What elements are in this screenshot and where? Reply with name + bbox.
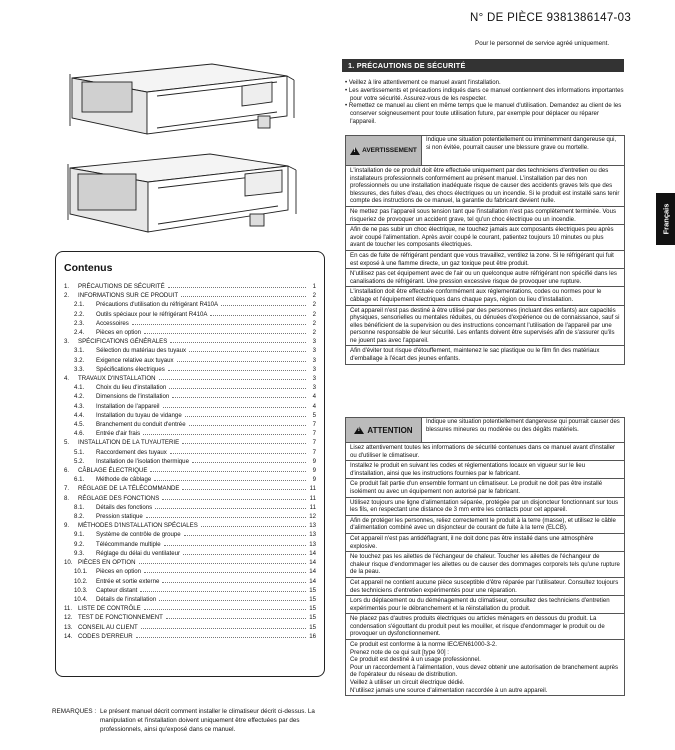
warning-list bbox=[345, 166, 625, 365]
caution-item: Lisez attentivement toutes les informations de sécurité contenues dans ce manuel avant d'installer ou d'utiliser le climatiseur. bbox=[346, 443, 624, 461]
toc-leader bbox=[155, 508, 306, 509]
warning-item: Cet appareil n'est pas destiné à être utilisé par des personnes (incluant des enfants) aux capacités physiques, sensorielles ou mentales réduites, ou dénuées d'expérience ou de connaissance, sauf si elles bénéficient de la supervision ou des instructions concernant l'utilisation de l'appareil par une personne responsable de leur sécurité. Les enfants doivent être supervisés afin de s'assurer qu'ils ne jouent pas avec l'appareil. bbox=[346, 306, 624, 347]
toc-entry[interactable] bbox=[64, 521, 316, 530]
toc-leader bbox=[162, 582, 306, 583]
toc-leader bbox=[144, 609, 306, 610]
toc-entry[interactable] bbox=[64, 503, 316, 512]
toc-leader bbox=[210, 315, 306, 316]
toc-entry-page: 2 bbox=[312, 319, 316, 327]
caution-list bbox=[345, 443, 625, 696]
toc-leader bbox=[201, 526, 306, 527]
warning-item: Ne mettez pas l'appareil sous tension tant que l'installation n'est pas complètement terminée. Vous risqueriez de provoquer un accident grave, tel qu'un choc électrique ou un incendie. bbox=[346, 207, 624, 225]
toc-entry[interactable] bbox=[64, 530, 316, 539]
toc-leader bbox=[170, 342, 306, 343]
toc-entry[interactable] bbox=[64, 300, 316, 309]
toc-entry-number: 10.3. bbox=[74, 586, 88, 594]
toc-leader bbox=[192, 462, 306, 463]
toc-entry-page: 14 bbox=[309, 568, 316, 576]
toc-entry-page: 2 bbox=[312, 301, 316, 309]
toc-entry-number: 1. bbox=[64, 283, 70, 290]
toc-entry[interactable] bbox=[64, 420, 316, 429]
toc-entry-page: 14 bbox=[309, 577, 316, 585]
toc-entry[interactable] bbox=[64, 383, 316, 392]
caution-item: Ce produit fait partie d'un ensemble formant un climatiseur. Le produit ne doit pas être installé isolément ou avec un équipement non autorisé par le fabricant. bbox=[346, 479, 624, 497]
toc-entry-number: 4.5. bbox=[74, 421, 85, 429]
toc-entry-page: 7 bbox=[312, 448, 316, 456]
toc-entry-label: Système de contrôle de groupe bbox=[96, 531, 181, 539]
toc-entry-page: 15 bbox=[309, 586, 316, 594]
toc-leader bbox=[150, 471, 306, 472]
warning-item: L'installation de ce produit doit être effectuée uniquement par des techniciens d'entretien ou des installateurs professionnels conformément au présent manuel. L'installation par des non professionnels ou une installation inadéquate risque de causer des accidents graves tels que des blessures, des fuites d'eau, des chocs électriques ou un incendie. Si le produit est installé sans tenir compte des instructions de ce manuel, la garantie du fabricant devient nulle. bbox=[346, 166, 624, 207]
contents-title: Contenus bbox=[64, 262, 113, 274]
toc-leader bbox=[189, 351, 306, 352]
toc-entry-label: TEST DE FONCTIONNEMENT bbox=[78, 614, 163, 622]
toc-entry[interactable] bbox=[64, 402, 316, 411]
toc-entry-number: 3.3. bbox=[74, 365, 85, 373]
toc-entry-number: 2. bbox=[64, 292, 70, 300]
toc-entry[interactable] bbox=[64, 549, 316, 558]
caution-item: Ne touchez pas les ailettes de l'échangeur de chaleur. Toucher les ailettes de l'échangeur de chaleur risque d'endommager les ailettes ou de causer des dommages corporels tels qu'une rupture de la peau. bbox=[346, 552, 624, 578]
toc-entry-number: 8.1. bbox=[74, 503, 85, 511]
toc-entry-label: CONSEIL AU CLIENT bbox=[78, 623, 138, 631]
toc-leader bbox=[183, 554, 306, 555]
toc-entry-number: 4. bbox=[64, 375, 70, 383]
toc-entry[interactable] bbox=[64, 365, 316, 374]
toc-entry[interactable] bbox=[64, 438, 316, 447]
unit-illustration-top bbox=[62, 56, 302, 144]
toc-entry-page: 15 bbox=[309, 595, 316, 603]
toc-entry-page: 11 bbox=[309, 494, 316, 502]
warning-item: Afin de ne pas subir un choc électrique, ne touchez jamais aux composants électriques peu après avoir coupé l'alimentation. Après avoir coupé le courant, patientez toujours 10 minutes ou plus avant de toucher les composants électriques. bbox=[346, 225, 624, 251]
warning-description: Indique une situation potentiellement ou imminemment dangereuse qui, si non évitée, pourrait causer une blessure grave ou mortelle. bbox=[426, 137, 617, 151]
toc-entry-page: 7 bbox=[312, 439, 316, 447]
toc-entry-label: Installation du tuyau de vidange bbox=[96, 411, 182, 419]
toc-entry-label: Dimensions de l'installation bbox=[96, 393, 170, 401]
toc-entry-page: 14 bbox=[309, 559, 316, 567]
toc-entry[interactable] bbox=[64, 356, 316, 365]
toc-entry-page: 11 bbox=[309, 503, 316, 511]
toc-entry-page: 13 bbox=[309, 540, 316, 548]
toc-leader bbox=[164, 545, 306, 546]
toc-leader bbox=[132, 324, 306, 325]
caution-triangle-icon bbox=[354, 426, 364, 434]
caution-item: Lors du déplacement ou du déménagement du climatiseur, consultez des techniciens d'entretien expérimentés pour le débranchement et la réinstallation du produit. bbox=[346, 596, 624, 614]
unit-illustration-bottom bbox=[60, 148, 300, 238]
toc-entry-page: 15 bbox=[309, 614, 316, 622]
toc-leader bbox=[181, 296, 306, 297]
remarks-label: REMARQUES : bbox=[52, 708, 97, 715]
toc-entry-label: INFORMATIONS SUR CE PRODUIT bbox=[78, 292, 179, 300]
toc-entry-page: 7 bbox=[312, 430, 316, 438]
warning-badge bbox=[346, 136, 422, 165]
toc-entry-label: CODES D'ERREUR bbox=[78, 632, 133, 640]
toc-entry[interactable] bbox=[64, 411, 316, 420]
toc-entry-label: Pression statique bbox=[96, 513, 143, 521]
toc-entry-page: 5 bbox=[312, 411, 316, 419]
warning-item: N'utilisez pas cet équipement avec de l'air ou un quelconque autre réfrigérant non spécifié dans les canalisations de réfrigérant. Une pression excessive risque de provoquer une rupture. bbox=[346, 269, 624, 287]
warning-label: AVERTISSEMENT bbox=[362, 147, 417, 154]
toc-entry-number: 2.4. bbox=[74, 329, 85, 337]
toc-leader bbox=[136, 637, 306, 638]
toc-entry[interactable] bbox=[64, 512, 316, 521]
toc-entry[interactable] bbox=[64, 429, 316, 438]
caution-label: ATTENTION bbox=[367, 425, 413, 435]
toc-entry-number: 6.1. bbox=[74, 476, 85, 484]
toc-entry-label: Détails des fonctions bbox=[96, 503, 153, 511]
toc-entry-page: 3 bbox=[312, 384, 316, 392]
toc-entry[interactable] bbox=[64, 604, 316, 613]
toc-leader bbox=[221, 305, 306, 306]
toc-entry[interactable] bbox=[64, 475, 316, 484]
toc-leader bbox=[168, 287, 306, 288]
toc-entry-page: 11 bbox=[309, 485, 316, 493]
toc-entry-number: 3.2. bbox=[74, 356, 85, 364]
toc-entry[interactable] bbox=[64, 484, 316, 493]
toc-entry[interactable] bbox=[64, 558, 316, 567]
part-number: N° DE PIÈCE 9381386147-03 bbox=[470, 12, 632, 24]
warning-item: L'installation doit être effectuée conformément aux réglementations, codes ou normes pour le câblage et l'équipement électriques dans chaque pays, région ou lieu d'installation. bbox=[346, 287, 624, 305]
toc-entry-page: 3 bbox=[312, 356, 316, 364]
toc-entry-number: 5.2. bbox=[74, 457, 85, 465]
caution-badge bbox=[346, 418, 422, 442]
toc-entry-page: 12 bbox=[309, 513, 316, 521]
contents-list bbox=[64, 282, 316, 641]
toc-entry-page: 3 bbox=[312, 347, 316, 355]
toc-entry[interactable] bbox=[64, 282, 316, 291]
toc-entry-number: 13. bbox=[64, 623, 73, 631]
toc-entry[interactable] bbox=[64, 595, 316, 604]
toc-entry-number: 8. bbox=[64, 494, 70, 502]
toc-entry[interactable] bbox=[64, 632, 316, 641]
toc-entry-label: Pièces en option bbox=[96, 329, 142, 337]
toc-entry-page: 4 bbox=[312, 393, 316, 401]
caution-item: Cet appareil n'est pas antidéflagrant, il ne doit donc pas être installé dans une atmosphère explosive. bbox=[346, 534, 624, 552]
toc-entry-label: Méthode de câblage bbox=[96, 476, 152, 484]
toc-entry-label: Exigence relative aux tuyaux bbox=[96, 356, 174, 364]
intro-bullet: • Les avertissements et précautions indiqués dans ce manuel contiennent des informations importantes pour votre sécurité. Assurez-vous de les respecter. bbox=[345, 86, 624, 102]
caution-item: Ne placez pas d'autres produits électriques ou articles ménagers en dessous du produit. La condensation s'égouttant du produit peut les mouiller, et risque d'endommager le produit ou de provoquer un dysfonctionnement. bbox=[346, 614, 624, 640]
toc-entry-number: 2.3. bbox=[74, 319, 85, 327]
toc-leader bbox=[159, 379, 306, 380]
toc-entry-page: 15 bbox=[309, 623, 316, 631]
toc-entry-label: Entrée d'air frais bbox=[96, 430, 141, 438]
toc-entry-number: 4.4. bbox=[74, 411, 85, 419]
toc-entry-page: 1 bbox=[312, 283, 316, 290]
toc-entry-label: Accessoires bbox=[96, 319, 129, 327]
toc-leader bbox=[140, 591, 306, 592]
toc-entry-page: 9 bbox=[312, 457, 316, 465]
toc-entry[interactable] bbox=[64, 623, 316, 632]
toc-entry-label: Précautions d'utilisation du réfrigérant R410A bbox=[96, 301, 219, 309]
toc-entry-page: 9 bbox=[312, 467, 316, 475]
toc-leader bbox=[182, 489, 306, 490]
toc-entry-label: Installation de l'appareil bbox=[96, 402, 160, 410]
toc-entry-label: TRAVAUX D'INSTALLATION bbox=[78, 375, 156, 383]
toc-leader bbox=[162, 499, 306, 500]
toc-entry-number: 12. bbox=[64, 614, 73, 622]
toc-entry-number: 2.1. bbox=[74, 301, 85, 309]
toc-entry[interactable] bbox=[64, 613, 316, 622]
toc-entry-label: Télécommande multiple bbox=[96, 540, 161, 548]
toc-entry-label: Spécifications électriques bbox=[96, 365, 165, 373]
toc-entry-page: 3 bbox=[312, 365, 316, 373]
toc-entry-page: 7 bbox=[312, 421, 316, 429]
toc-entry[interactable] bbox=[64, 577, 316, 586]
toc-entry-label: Choix du lieu d'installation bbox=[96, 384, 167, 392]
toc-entry-number: 10.1. bbox=[74, 568, 88, 576]
toc-entry-page: 13 bbox=[309, 522, 316, 530]
toc-entry[interactable] bbox=[64, 319, 316, 328]
toc-entry[interactable] bbox=[64, 392, 316, 401]
toc-entry-number: 5. bbox=[64, 439, 70, 447]
toc-entry-label: CÂBLAGE ÉLECTRIQUE bbox=[78, 467, 148, 475]
toc-leader bbox=[166, 618, 306, 619]
toc-entry-number: 11. bbox=[64, 605, 73, 613]
toc-entry[interactable] bbox=[64, 337, 316, 346]
toc-entry-number: 9.1. bbox=[74, 531, 85, 539]
toc-entry[interactable] bbox=[64, 291, 316, 300]
toc-leader bbox=[182, 443, 306, 444]
toc-entry-label: LISTE DE CONTRÔLE bbox=[78, 605, 141, 613]
toc-leader bbox=[170, 453, 306, 454]
toc-entry-label: Installation de l'isolation thermique bbox=[96, 457, 189, 465]
toc-leader bbox=[172, 397, 306, 398]
toc-entry-number: 4.1. bbox=[74, 384, 85, 392]
toc-leader bbox=[139, 563, 306, 564]
toc-entry-page: 9 bbox=[312, 476, 316, 484]
warning-item: Afin d'éviter tout risque d'étouffement, maintenez le sac plastique ou le film fin des matériaux d'emballage à l'écart des jeunes enfants. bbox=[346, 346, 624, 364]
toc-entry-label: Branchement du conduit d'entrée bbox=[96, 421, 186, 429]
toc-entry-label: PIÈCES EN OPTION bbox=[78, 559, 136, 567]
toc-leader bbox=[189, 425, 306, 426]
toc-entry-label: Capteur distant bbox=[96, 586, 138, 594]
toc-entry[interactable] bbox=[64, 567, 316, 576]
toc-entry-number: 5.1. bbox=[74, 448, 85, 456]
toc-entry-label: INSTALLATION DE LA TUYAUTERIE bbox=[78, 439, 180, 447]
toc-entry-number: 8.2. bbox=[74, 513, 85, 521]
toc-entry-number: 9.2. bbox=[74, 540, 85, 548]
toc-entry[interactable] bbox=[64, 586, 316, 595]
toc-entry-number: 4.2. bbox=[74, 393, 85, 401]
toc-entry-label: MÉTHODES D'INSTALLATION SPÉCIALES bbox=[78, 522, 198, 530]
toc-entry-number: 9. bbox=[64, 522, 70, 530]
toc-entry[interactable] bbox=[64, 346, 316, 355]
toc-entry-label: Pièces en option bbox=[96, 568, 142, 576]
toc-entry-number: 3. bbox=[64, 338, 70, 346]
toc-entry-page: 3 bbox=[312, 338, 316, 346]
toc-entry-page: 4 bbox=[312, 402, 316, 410]
language-tab[interactable] bbox=[656, 193, 675, 245]
toc-entry-page: 14 bbox=[309, 549, 316, 557]
toc-leader bbox=[144, 572, 306, 573]
toc-leader bbox=[141, 628, 306, 629]
toc-entry-page: 13 bbox=[309, 531, 316, 539]
remarks-text: Le présent manuel décrit comment installer le climatiseur décrit ci-dessus. La manipulation et l'installation doivent uniquement être effectuées par des professionnels, ainsi qu'exposé dans ce manuel. bbox=[100, 708, 315, 733]
toc-entry-label: RÉGLAGE DES FONCTIONS bbox=[78, 494, 160, 502]
toc-entry[interactable] bbox=[64, 540, 316, 549]
language-tab-label: Français bbox=[661, 203, 670, 235]
toc-entry-page: 2 bbox=[312, 310, 316, 318]
toc-entry-label: PRÉCAUTIONS DE SÉCURITÉ bbox=[78, 283, 165, 290]
service-note: Pour le personnel de service agréé uniquement. bbox=[475, 40, 610, 47]
warning-item: En cas de fuite de réfrigérant pendant que vous travaillez, ventilez la zone. Si le réfrigérant qui fuit est exposé à une flamme directe, un gaz toxique peut être produit. bbox=[346, 251, 624, 269]
toc-entry-page: 15 bbox=[309, 605, 316, 613]
toc-entry-label: Raccordement des tuyaux bbox=[96, 448, 167, 456]
safety-intro bbox=[345, 79, 625, 126]
warning-header bbox=[345, 135, 625, 166]
toc-entry-number: 4.3. bbox=[74, 402, 85, 410]
contents-box bbox=[55, 251, 325, 677]
toc-entry-label: Détails de l'installation bbox=[96, 595, 157, 603]
toc-entry[interactable] bbox=[64, 466, 316, 475]
caution-item: Cet appareil ne contient aucune pièce susceptible d'être réparée par l'utilisateur. Consultez toujours des techniciens d'entretien expérimentés pour une réparation. bbox=[346, 578, 624, 596]
toc-entry-number: 10.4. bbox=[74, 595, 88, 603]
intro-bullet: • Veillez à lire attentivement ce manuel avant l'installation. bbox=[345, 79, 501, 86]
caution-item: Utilisez toujours une ligne d'alimentation séparée, protégée par un disjoncteur fonctionnant sur tous les fils, en respectant une distance de 3 mm entre les contacts pour cet appareil. bbox=[346, 498, 624, 516]
toc-entry-number: 4.6. bbox=[74, 430, 85, 438]
toc-entry[interactable] bbox=[64, 494, 316, 503]
toc-leader bbox=[169, 388, 306, 389]
toc-entry-label: Sélection du matériau des tuyaux bbox=[96, 347, 187, 355]
toc-entry[interactable] bbox=[64, 448, 316, 457]
section-title: 1. PRÉCAUTIONS DE SÉCURITÉ bbox=[342, 59, 624, 72]
toc-leader bbox=[154, 480, 306, 481]
toc-leader bbox=[185, 416, 306, 417]
toc-entry-label: RÉGLAGE DE LA TÉLÉCOMMANDE bbox=[78, 485, 180, 493]
toc-entry-label: Outils spéciaux pour le réfrigérant R410A bbox=[96, 310, 208, 318]
toc-leader bbox=[146, 517, 306, 518]
toc-entry-number: 6. bbox=[64, 467, 70, 475]
toc-leader bbox=[177, 361, 306, 362]
toc-entry[interactable] bbox=[64, 328, 316, 337]
toc-entry-page: 2 bbox=[312, 292, 316, 300]
toc-leader bbox=[159, 600, 306, 601]
caution-item: Installez le produit en suivant les codes et réglementations locaux en vigueur sur le lieu d'installation, ainsi que les instructions fournies par le fabricant. bbox=[346, 461, 624, 479]
caution-header bbox=[345, 417, 625, 443]
toc-leader bbox=[143, 434, 306, 435]
toc-entry-number: 10.2. bbox=[74, 577, 88, 585]
toc-entry-page: 3 bbox=[312, 375, 316, 383]
toc-entry-number: 9.3. bbox=[74, 549, 85, 557]
caution-description: Indique une situation potentiellement dangereuse qui pourrait causer des blessures mineures ou modérée ou des dégâts matériels. bbox=[426, 419, 620, 433]
toc-leader bbox=[184, 535, 306, 536]
toc-leader bbox=[163, 407, 307, 408]
toc-leader bbox=[144, 333, 306, 334]
toc-entry[interactable] bbox=[64, 457, 316, 466]
toc-entry-page: 2 bbox=[312, 329, 316, 337]
toc-entry-number: 10. bbox=[64, 559, 73, 567]
toc-entry-label: Réglage du délai du ventilateur bbox=[96, 549, 181, 557]
caution-item: Ce produit est conforme à la norme IEC/EN61000-3-2. Prenez note de ce qui suit [type 90] : Ce produit est destiné à un usage professionnel. Pour un raccordement à l'alimentation, vous devez obtenir une autorisation de branchement auprès de l'opérateur du réseau de distribution. Veillez à utiliser un circuit électrique dédié. N'utilisez jamais une source d'alimentation raccordée à un autre appareil. bbox=[346, 640, 624, 696]
toc-entry-number: 7. bbox=[64, 485, 70, 493]
toc-entry-label: Entrée et sortie externe bbox=[96, 577, 160, 585]
toc-entry-page: 16 bbox=[309, 632, 316, 640]
toc-entry-number: 14. bbox=[64, 632, 73, 640]
remarks bbox=[52, 707, 332, 734]
toc-entry[interactable] bbox=[64, 374, 316, 383]
intro-bullet: • Remettez ce manuel au client en même temps que le manuel d'utilisation. Demandez au client de les conserver soigneusement pour toute utilisation future, par exemple pour déplacer ou réparer l'appareil. bbox=[345, 102, 622, 125]
toc-leader bbox=[168, 370, 306, 371]
toc-entry-number: 2.2. bbox=[74, 310, 85, 318]
toc-entry-number: 3.1. bbox=[74, 347, 85, 355]
toc-entry[interactable] bbox=[64, 310, 316, 319]
toc-entry-label: SPÉCIFICATIONS GÉNÉRALES bbox=[78, 338, 168, 346]
caution-item: Afin de protéger les personnes, reliez correctement le produit à la terre (masse), et utilisez le câble d'alimentation combiné avec un disjoncteur de courant de fuite à la terre (ELCB). bbox=[346, 516, 624, 534]
warning-triangle-icon bbox=[350, 147, 360, 155]
